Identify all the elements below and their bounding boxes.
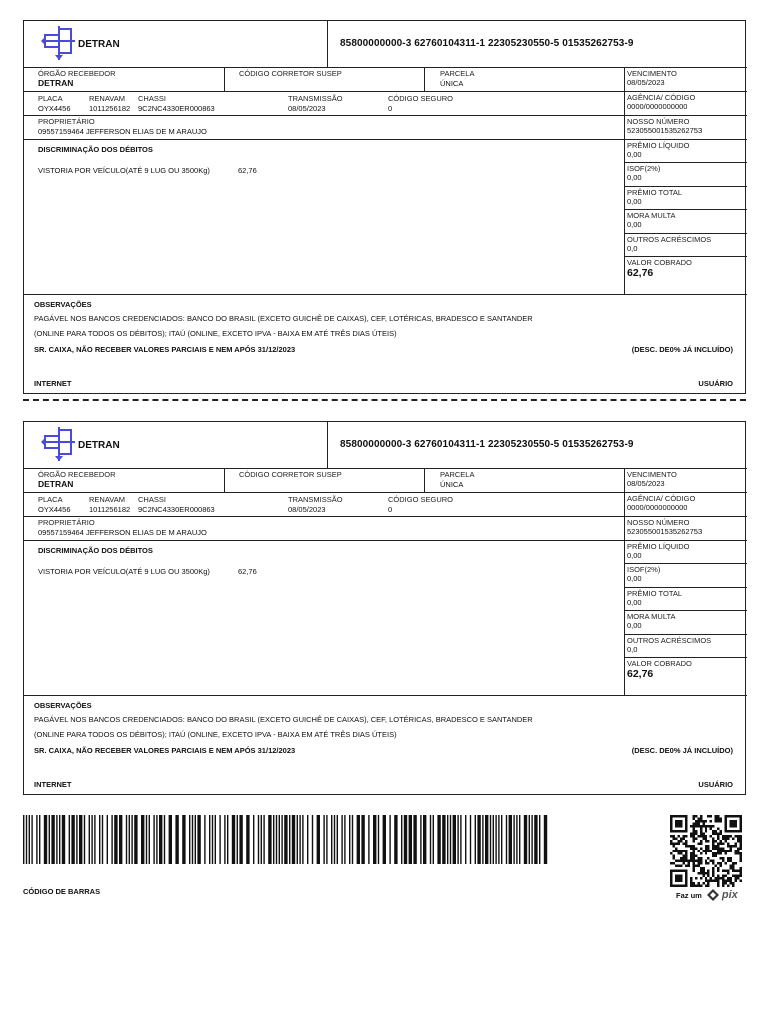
observations-line-1: PAGÁVEL NOS BANCOS CREDENCIADOS: BANCO DO BRASIL (EXCETO GUICHÊ DE CAIXAS), CEF, LOTÉRICAS, BRADESCO E SANTANDER	[34, 715, 533, 724]
right-cell-value: 52305500153526275З	[627, 126, 703, 135]
barcode-label: CÓDIGO DE BARRAS	[23, 887, 101, 896]
renavam-label: RENAVAM	[89, 495, 125, 504]
pix-logo-icon	[707, 889, 719, 901]
right-cell-label: PRÊMIO TOTAL	[627, 188, 683, 197]
digitable-line: 85800000000-3 62760104311-1 22305230550-5 01535262753-9	[340, 38, 634, 49]
right-cell-label: MORA MULTA	[627, 211, 676, 220]
transmissao-value: 08/05/2023	[288, 104, 326, 113]
parcela-label: PARCELA	[440, 69, 475, 78]
renavam-label: RENAVAM	[89, 94, 125, 103]
transmissao-label: TRANSMISSÃO	[288, 94, 343, 103]
right-cell-label: VENCIMENTO	[627, 470, 677, 479]
discount-note: (DESC. DE0% JÁ INCLUÍDO)	[631, 345, 733, 354]
seguro-label: CÓDIGO SEGURO	[388, 94, 454, 103]
cashier-warning: SR. CAIXA, NÃO RECEBER VALORES PARCIAIS E NEM APÓS 31/12/2023	[34, 746, 296, 755]
right-cell-value: 0,00	[627, 173, 642, 182]
seguro-value: 0	[388, 505, 393, 514]
payment-slip-top	[23, 20, 746, 394]
detran-logo-icon	[41, 426, 77, 462]
owner-label: PROPRIETÁRIO	[38, 117, 95, 126]
amount-charged-value: 62,76	[627, 267, 654, 279]
susep-label: CÓDIGO CORRETOR SUSEP	[239, 470, 342, 479]
right-cell-label: NOSSO NÚMERO	[627, 117, 690, 126]
observations-line-2: (ONLINE PARA TODOS OS DÉBITOS); ITAÚ (ONLINE, EXCETO IPVA - BAIXA EM ATÉ TRÊS DIAS ÚTEIS)	[34, 730, 397, 739]
placa-value: OYX4456	[38, 104, 71, 113]
right-cell-value: 0,00	[627, 197, 642, 206]
detran-logo-icon	[41, 25, 77, 61]
right-cell-label: PRÊMIO LÍQUIDO	[627, 141, 690, 150]
right-cell-label: MORA MULTA	[627, 612, 676, 621]
transmissao-value: 08/05/2023	[288, 505, 326, 514]
placa-label: PLACA	[38, 495, 63, 504]
pix-text: Faz um	[676, 890, 702, 900]
debt-amount: 62,76	[238, 567, 257, 576]
owner-value: 09557159464 JEFFERSON ELIAS DE M ARAUJO	[38, 127, 207, 136]
amount-charged-value: 62,76	[627, 668, 654, 680]
receiver-label: ÓRGÃO RECEBEDOR	[38, 69, 116, 78]
payment-slip-bottom	[23, 421, 746, 795]
right-cell-label: OUTROS ACRÉSCIMOS	[627, 636, 712, 645]
footer-usuario: USUÁRIO	[698, 379, 733, 388]
renavam-value: 1011256182	[89, 505, 131, 514]
right-cell-label: AGÊNCIA/ CÓDIGO	[627, 494, 696, 503]
detran-logo-text: DETRAN	[78, 440, 120, 451]
right-cell-value: 08/05/2023	[627, 479, 665, 488]
seguro-value: 0	[388, 104, 393, 113]
right-cell-label: VALOR COBRADO	[627, 258, 692, 267]
pix-qr-code	[670, 815, 742, 887]
right-cell-value: 0000/0000000000	[627, 102, 688, 111]
right-cell-label: PRÊMIO LÍQUIDO	[627, 542, 690, 551]
right-cell-value: 0,00	[627, 551, 642, 560]
cashier-warning: SR. CAIXA, NÃO RECEBER VALORES PARCIAIS E NEM APÓS 31/12/2023	[34, 345, 296, 354]
right-cell-label: VENCIMENTO	[627, 69, 677, 78]
debt-item: VISTORIA POR VEÍCULO(ATÉ 9 LUG OU 3500Kg)	[38, 567, 210, 576]
right-cell-label: AGÊNCIA/ CÓDIGO	[627, 93, 696, 102]
parcela-value: ÚNICA	[440, 480, 464, 489]
owner-value: 09557159464 JEFFERSON ELIAS DE M ARAUJO	[38, 528, 207, 537]
footer-usuario: USUÁRIO	[698, 780, 733, 789]
footer-internet: INTERNET	[34, 379, 72, 388]
right-cell-value: 0,0	[627, 645, 638, 654]
footer-internet: INTERNET	[34, 780, 72, 789]
right-cell-label: NOSSO NÚMERO	[627, 518, 690, 527]
susep-label: CÓDIGO CORRETOR SUSEP	[239, 69, 342, 78]
detran-logo-text: DETRAN	[78, 39, 120, 50]
owner-label: PROPRIETÁRIO	[38, 518, 95, 527]
receiver-value: DETRAN	[38, 78, 74, 88]
parcela-value: ÚNICA	[440, 79, 464, 88]
right-cell-value: 0000/0000000000	[627, 503, 688, 512]
renavam-value: 1011256182	[89, 104, 131, 113]
right-cell-value: 0,0	[627, 244, 638, 253]
placa-value: OYX4456	[38, 505, 71, 514]
right-cell-value: 08/05/2023	[627, 78, 665, 87]
digitable-line: 85800000000-3 62760104311-1 22305230550-5 01535262753-9	[340, 439, 634, 450]
placa-label: PLACA	[38, 94, 63, 103]
right-cell-label: OUTROS ACRÉSCIMOS	[627, 235, 712, 244]
chassi-label: CHASSI	[138, 94, 166, 103]
debt-amount: 62,76	[238, 166, 257, 175]
barcode	[23, 815, 548, 864]
chassi-value: 9C2NC4330ER000863	[138, 505, 215, 514]
right-cell-label: VALOR COBRADO	[627, 659, 692, 668]
right-cell-label: ISOF(2%)	[627, 164, 661, 173]
observations-line-1: PAGÁVEL NOS BANCOS CREDENCIADOS: BANCO DO BRASIL (EXCETO GUICHÊ DE CAIXAS), CEF, LOTÉRICAS, BRADESCO E SANTANDER	[34, 314, 533, 323]
debts-title: DISCRIMINAÇÃO DOS DÉBITOS	[38, 546, 153, 555]
observations-title: OBSERVAÇÕES	[34, 701, 92, 710]
debt-item: VISTORIA POR VEÍCULO(ATÉ 9 LUG OU 3500Kg)	[38, 166, 210, 175]
right-cell-value: 0,00	[627, 150, 642, 159]
right-cell-value: 52305500153526275З	[627, 527, 703, 536]
right-cell-value: 0,00	[627, 574, 642, 583]
parcela-label: PARCELA	[440, 470, 475, 479]
pix-badge	[676, 889, 738, 901]
receiver-label: ÓRGÃO RECEBEDOR	[38, 470, 116, 479]
transmissao-label: TRANSMISSÃO	[288, 495, 343, 504]
chassi-label: CHASSI	[138, 495, 166, 504]
right-cell-label: ISOF(2%)	[627, 565, 661, 574]
receiver-value: DETRAN	[38, 479, 74, 489]
pix-brand: pix	[721, 889, 738, 901]
seguro-label: CÓDIGO SEGURO	[388, 495, 454, 504]
chassi-value: 9C2NC4330ER000863	[138, 104, 215, 113]
right-cell-label: PRÊMIO TOTAL	[627, 589, 683, 598]
observations-title: OBSERVAÇÕES	[34, 300, 92, 309]
right-cell-value: 0,00	[627, 621, 642, 630]
debts-title: DISCRIMINAÇÃO DOS DÉBITOS	[38, 145, 153, 154]
discount-note: (DESC. DE0% JÁ INCLUÍDO)	[631, 746, 733, 755]
right-cell-value: 0,00	[627, 598, 642, 607]
cut-line	[23, 399, 746, 401]
observations-line-2: (ONLINE PARA TODOS OS DÉBITOS); ITAÚ (ONLINE, EXCETO IPVA - BAIXA EM ATÉ TRÊS DIAS ÚTEIS)	[34, 329, 397, 338]
right-cell-value: 0,00	[627, 220, 642, 229]
